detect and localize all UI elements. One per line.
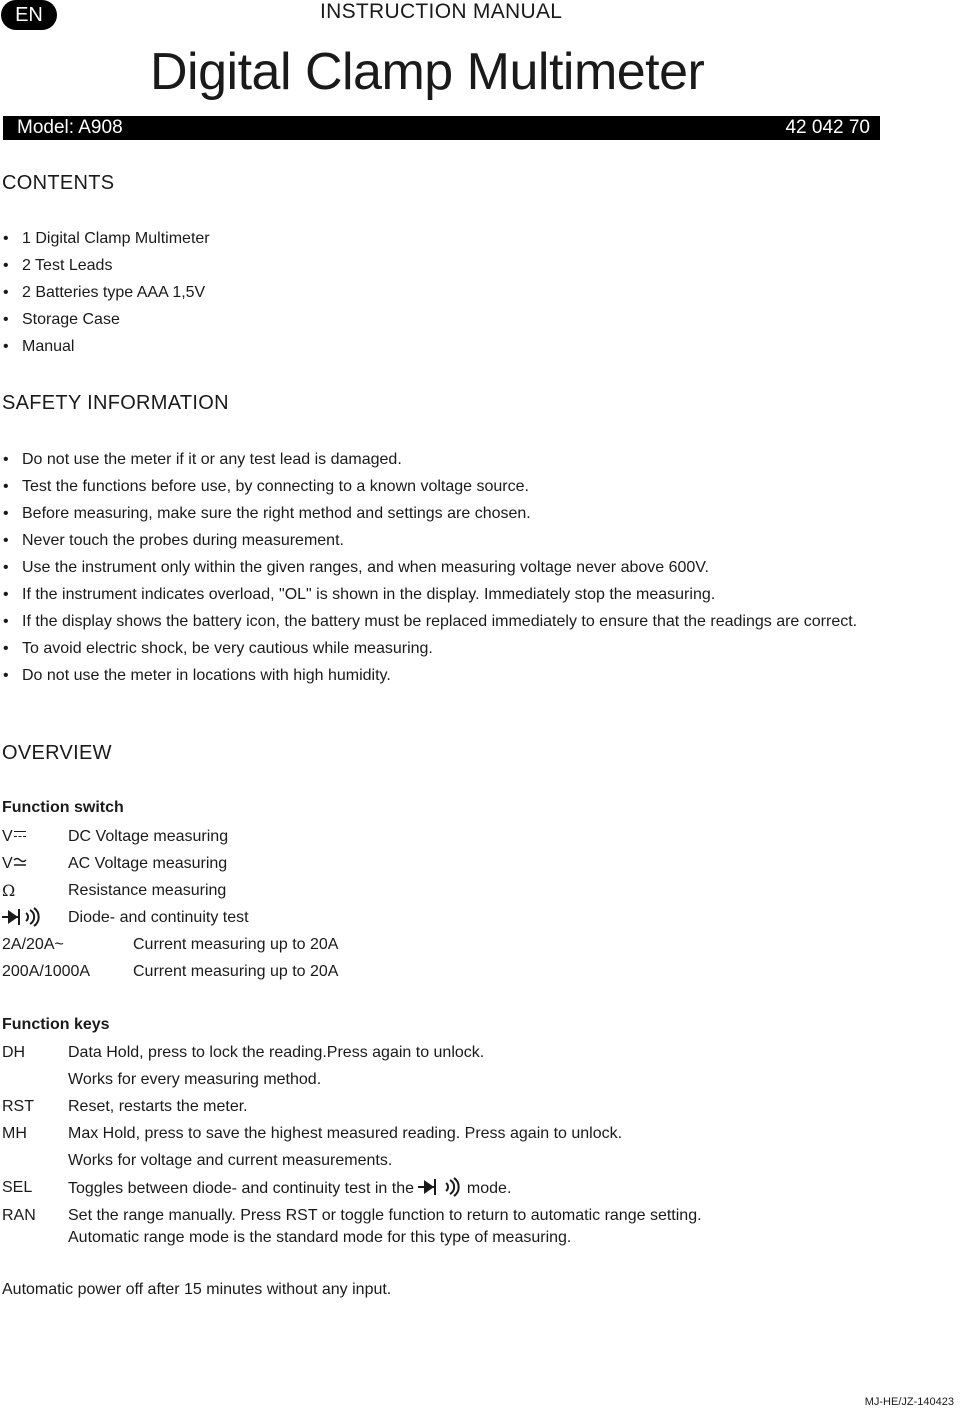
overview-heading: OVERVIEW <box>2 742 112 764</box>
key-description: Set the range manually. Press RST or toggle function to return to automatic range setting. <box>68 1207 702 1224</box>
key-description: Reset, restarts the meter. <box>68 1098 248 1115</box>
page-title: Digital Clamp Multimeter <box>150 43 705 101</box>
function-keys-heading: Function keys <box>2 1016 110 1033</box>
key-row <box>2 1123 902 1150</box>
key-description-continued: Automatic range mode is the standard mode for this type of measuring. <box>68 1229 572 1246</box>
list-item: • Do not use the meter in locations with high humidity. <box>0 665 870 686</box>
key-row <box>2 1042 902 1069</box>
list-item: • Before measuring, make sure the right method and settings are chosen. <box>0 503 870 524</box>
function-description: Current measuring up to 20A <box>133 936 339 953</box>
list-item: • Never touch the probes during measurement. <box>0 530 870 551</box>
list-item: • Use the instrument only within the given ranges, and when measuring voltage never above 600V. <box>0 557 870 578</box>
article-number: 42 042 70 <box>785 117 870 138</box>
diode-continuity-icon <box>2 907 40 929</box>
ohm-icon: Ω <box>2 881 16 900</box>
list-item: • 2 Test Leads <box>0 255 900 276</box>
function-switch-heading: Function switch <box>2 799 124 816</box>
key-label: SEL <box>2 1179 33 1196</box>
key-label: RST <box>2 1098 34 1115</box>
key-row <box>2 1177 902 1204</box>
list-item: • To avoid electric shock, be very cautious while measuring. <box>0 638 870 659</box>
function-row <box>2 880 902 907</box>
list-item: • Test the functions before use, by connecting to a known voltage source. <box>0 476 870 497</box>
key-row <box>2 1096 902 1123</box>
function-row <box>2 907 902 934</box>
function-symbol: 200A/1000A <box>2 963 91 980</box>
list-item: • Do not use the meter if it or any test lead is damaged. <box>0 449 870 470</box>
model-name: Model: A908 <box>17 117 123 138</box>
dc-voltage-icon: V <box>2 828 27 845</box>
function-row <box>2 826 902 853</box>
document-type: INSTRUCTION MANUAL <box>320 0 563 23</box>
list-item: • 1 Digital Clamp Multimeter <box>0 228 900 249</box>
list-item: • Manual <box>0 336 900 357</box>
function-row <box>2 853 902 880</box>
function-description: Diode- and continuity test <box>68 909 249 926</box>
key-label: MH <box>2 1125 27 1142</box>
diode-continuity-icon <box>418 1180 466 1197</box>
key-label: RAN <box>2 1207 36 1224</box>
function-description: AC Voltage measuring <box>68 855 228 872</box>
list-item: • If the display shows the battery icon, the battery must be replaced immediately to ensure that the readings are correct. <box>0 611 870 632</box>
list-item: • If the instrument indicates overload, "OL" is shown in the display. Immediately stop the measuring. <box>0 584 870 605</box>
key-description: Max Hold, press to save the highest measured reading. Press again to unlock. <box>68 1125 623 1142</box>
safety-list <box>0 449 870 692</box>
key-description-continued: Works for every measuring method. <box>68 1071 322 1088</box>
key-label: DH <box>2 1044 26 1061</box>
function-row <box>2 961 902 988</box>
ac-voltage-icon: V <box>2 855 27 872</box>
key-description-continued: Works for voltage and current measurements. <box>68 1152 393 1169</box>
contents-list <box>0 228 900 363</box>
function-description: DC Voltage measuring <box>68 828 229 845</box>
function-description: Resistance measuring <box>68 882 227 899</box>
list-item: • Storage Case <box>0 309 900 330</box>
function-row <box>2 934 902 961</box>
document-code: MJ-HE/JZ-140423 <box>864 1396 954 1408</box>
key-description: Data Hold, press to lock the reading.Press again to unlock. <box>68 1044 485 1061</box>
key-description: Toggles between diode- and continuity test in the mode. <box>68 1180 512 1197</box>
list-item: • 2 Batteries type AAA 1,5V <box>0 282 900 303</box>
auto-power-off-note: Automatic power off after 15 minutes without any input. <box>2 1281 392 1298</box>
language-badge: EN <box>1 0 57 30</box>
safety-heading: SAFETY INFORMATION <box>2 392 229 414</box>
function-symbol: 2A/20A~ <box>2 936 64 953</box>
contents-heading: CONTENTS <box>2 172 115 194</box>
model-bar <box>3 116 880 140</box>
function-description: Current measuring up to 20A <box>133 963 339 980</box>
